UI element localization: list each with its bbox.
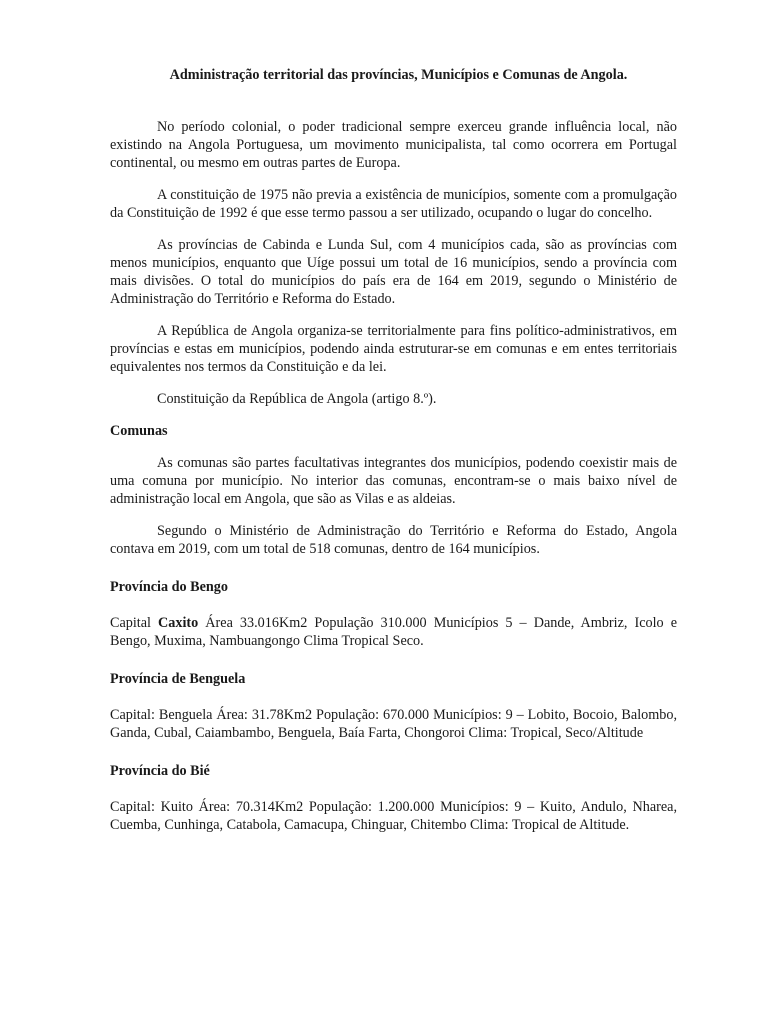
bengo-capital-prefix: Capital (110, 615, 159, 631)
comunas-paragraph-1: As comunas são partes facultativas integrantes dos municípios, podendo coexistir mais de uma comuna por município. No interior das comunas, encontram-se o mais baixo nível de administração local em Angola, que são as Vilas e as aldeias. (110, 455, 677, 507)
province-bengo-heading: Província do Bengo (110, 579, 228, 595)
document-title: Administração territorial das províncias, Municípios e Comunas de Angola. (169, 67, 628, 83)
intro-paragraph-2: A constituição de 1975 não previa a existência de municípios, somente com a promulgação da Constituição de 1992 é que esse termo passou a ser utilizado, ocupando o lugar do concelho. (110, 187, 677, 221)
province-bengo-details (110, 614, 677, 650)
province-bie-details: Capital: Kuito Área: 70.314Km2 População: 1.200.000 Municípios: 9 – Kuito, Andulo, Nharea, Cuemba, Cunhinga, Catabola, Camacupa, Chinguar, Chitembo Clima: Tropical de Altitude. (110, 799, 677, 833)
intro-paragraph-1: No período colonial, o poder tradicional sempre exerceu grande influência local, não existindo na Angola Portuguesa, um movimento municipalista, tal como ocorrera em Portugal continental, ou mesmo em outras partes de Europa. (110, 119, 677, 171)
intro-paragraph-4: A República de Angola organiza-se territorialmente para fins político-administrativos, em províncias e estas em municípios, podendo ainda estruturar-se em comunas e em entes territoriais equivalentes nos termos da Constituição e da lei. (110, 323, 677, 375)
province-benguela-details: Capital: Benguela Área: 31.78Km2 População: 670.000 Municípios: 9 – Lobito, Bocoio, Balombo, Ganda, Cubal, Caiambambo, Benguela, Baía Farta, Chongoroi Clima: Tropical, Seco/Altitude (110, 707, 677, 741)
comunas-heading: Comunas (110, 423, 168, 439)
province-bie-heading: Província do Bié (110, 763, 210, 779)
intro-paragraph-3: As províncias de Cabinda e Lunda Sul, com 4 municípios cada, são as províncias com menos municípios, enquanto que Uíge possui um total de 16 municípios, sendo a província com mais divisões. O total do municípios do país era de 164 em 2019, segundo o Ministério de Administração do Território e Reforma do Estado. (110, 237, 677, 307)
province-benguela-heading: Província de Benguela (110, 671, 246, 687)
bengo-capital-name: Caxito (158, 615, 199, 631)
comunas-paragraph-2: Segundo o Ministério de Administração do Território e Reforma do Estado, Angola contava em 2019, com um total de 518 comunas, dentro de 164 municípios. (110, 523, 677, 557)
bengo-details-text: Área 33.016Km2 População 310.000 Municípios 5 – Dande, Ambriz, Icolo e Bengo, Muxima, Nambuangongo Clima Tropical Seco. (110, 615, 678, 649)
constitution-citation: Constituição da República de Angola (artigo 8.º). (157, 391, 437, 407)
